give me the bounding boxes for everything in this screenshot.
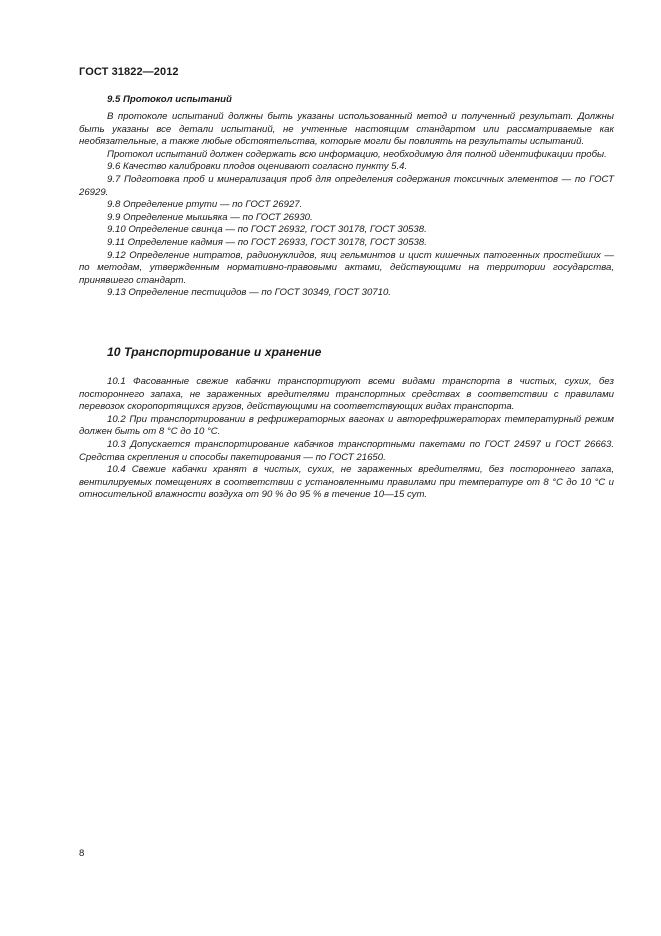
paragraph-10-2: 10.2 При транспортировании в рефрижераторных вагонах и авторефрижераторах температурный режим должен быть от 8 °С до 10 °С. [79, 413, 614, 438]
paragraph-9-10: 9.10 Определение свинца — по ГОСТ 26932, ГОСТ 30178, ГОСТ 30538. [107, 224, 427, 236]
paragraph-9-6: 9.6 Качество калибровки плодов оценивают согласно пункту 5.4. [107, 161, 408, 173]
document-header: ГОСТ 31822—2012 [79, 66, 179, 78]
section-9-5-heading: 9.5 Протокол испытаний [107, 94, 232, 105]
paragraph-9-5-1: В протоколе испытаний должны быть указаны использованный метод и полученный результат. Должны быть указаны все детали испытаний, не учтенные настоящим стандартом или рассматриваемые как необязательные, а также любые обстоятельства, которые могли бы повлиять на результаты испытаний. [79, 111, 614, 148]
paragraph-9-9: 9.9 Определение мышьяка — по ГОСТ 26930. [107, 211, 313, 223]
paragraph-9-11: 9.11 Определение кадмия — по ГОСТ 26933, ГОСТ 30178, ГОСТ 30538. [107, 236, 427, 248]
paragraph-10-4: 10.4 Свежие кабачки хранят в чистых, сухих, не зараженных вредителями, без постороннего запаха, вентилируемых помещениях в соответствии с установленными правилами при температуре от 8 °С до 10 °С и относительной влажности воздуха от 90 % до 95 % в течение 10—15 сут. [79, 464, 614, 501]
paragraph-10-3: 10.3 Допускается транспортирование кабачков транспортными пакетами по ГОСТ 24597 и ГОСТ 26663. Средства скрепления и способы пакетирования — по ГОСТ 21650. [79, 438, 614, 463]
page-number: 8 [79, 848, 85, 859]
section-10-heading: 10 Транспортирование и хранение [107, 345, 322, 359]
section-9-body [79, 111, 614, 300]
paragraph-9-12: 9.12 Определение нитратов, радионуклидов, яиц гельминтов и цист кишечных патогенных простейших — по методам, утвержденным нормативно-правовыми актами, действующими на территории государства, принявшего стандарт. [79, 249, 614, 286]
paragraph-9-8: 9.8 Определение ртути — по ГОСТ 26927. [107, 199, 303, 211]
paragraph-9-5-2: Протокол испытаний должен содержать всю информацию, необходимую для полной идентификации пробы. [107, 148, 607, 160]
section-10-body [79, 376, 614, 502]
paragraph-10-1: 10.1 Фасованные свежие кабачки транспортируют всеми видами транспорта в чистых, сухих, без постороннего запаха, не зараженных вредителями транспортных средствах в соответствии с правилами перевозок скоропортящихся грузов, действующими на соответствующих видах транспорта. [79, 376, 614, 413]
paragraph-9-13: 9.13 Определение пестицидов — по ГОСТ 30349, ГОСТ 30710. [107, 287, 391, 299]
paragraph-9-7: 9.7 Подготовка проб и минерализация проб для определения содержания токсичных элементов — по ГОСТ 26929. [79, 173, 614, 198]
